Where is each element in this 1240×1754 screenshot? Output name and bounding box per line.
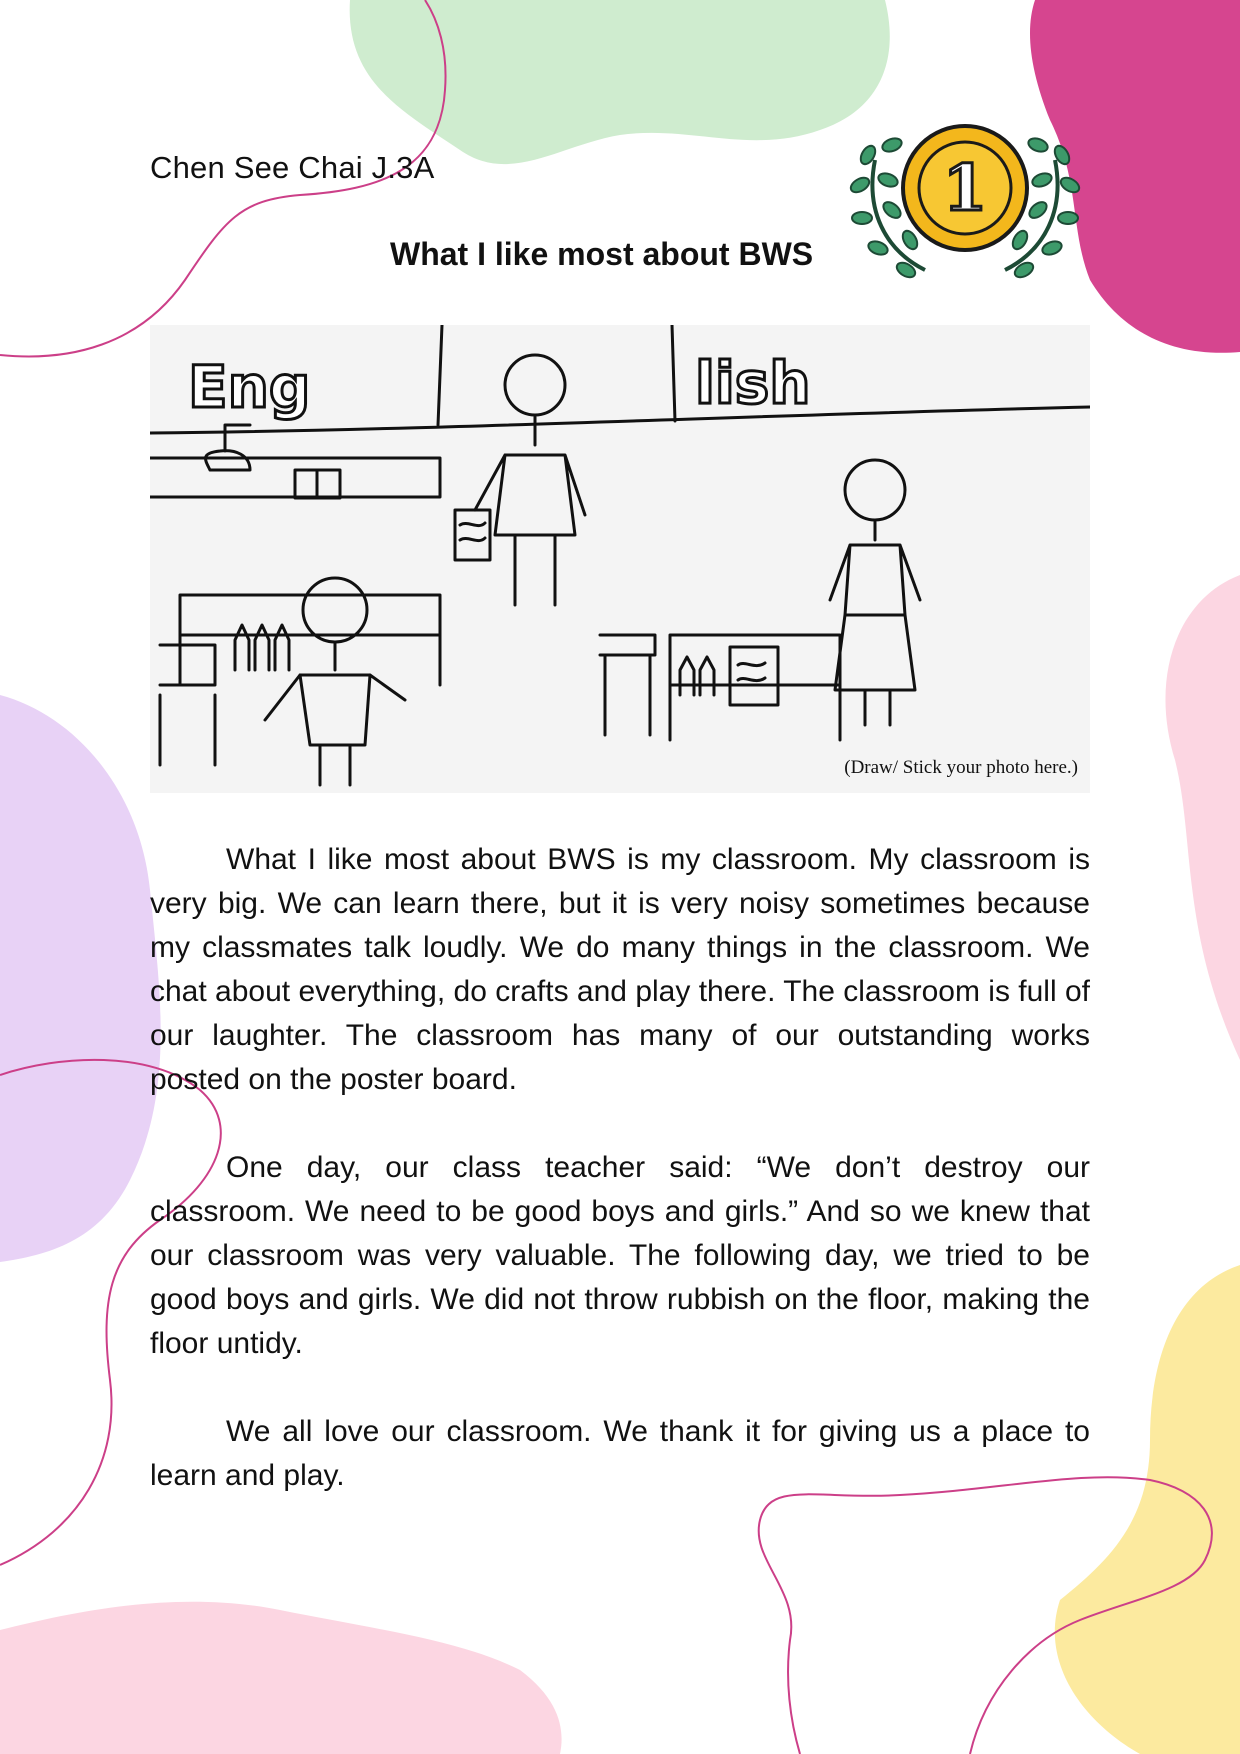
drawing-illustration [150, 325, 1090, 793]
essay-paragraph-1: What I like most about BWS is my classroom. My classroom is very big. We can learn there, but it is very noisy sometimes because my classmates talk loudly. We do many things in the classroom. We chat about everything, do crafts and play there. The classroom is full of our laughter. The classroom has many of our outstanding works posted on the poster board. [150, 843, 1090, 1096]
essay-paragraph-3: We all love our classroom. We thank it for giving us a place to learn and play. [150, 1415, 1090, 1492]
pink-blob-bottom [0, 1602, 562, 1754]
boy-head [505, 355, 565, 415]
girl-head-left [303, 578, 367, 642]
classroom-drawing [150, 325, 1090, 793]
medal-number: 1 [942, 151, 988, 226]
pink-blob-right [1165, 575, 1240, 1060]
page-title: What I like most about BWS [390, 236, 814, 272]
gold-medal-laurel-icon [840, 100, 1090, 290]
chair-right [600, 635, 655, 735]
essay-paragraph-2: One day, our class teacher said: “We don’t destroy our classroom. We need to be good boys and girls.” And so we knew that our classroom was very valuable. The following day, we tried to be good boys and girls. We did not throw rubbish on the floor, making the floor untidy. [150, 1151, 1090, 1360]
board-divider-right [672, 325, 675, 421]
essay-body [150, 838, 1090, 1542]
drawing-caption: (Draw/ Stick your photo here.) [844, 757, 1078, 778]
board-text-left: Eng [188, 353, 311, 421]
lavender-blob [0, 695, 161, 1262]
girl-head-right [845, 460, 905, 520]
board-divider-left [438, 325, 442, 425]
desk-left [180, 595, 440, 685]
chair-left [160, 645, 215, 765]
author-line: Chen See Chai J.3A [150, 150, 435, 185]
board-text-right: lish [695, 349, 811, 417]
